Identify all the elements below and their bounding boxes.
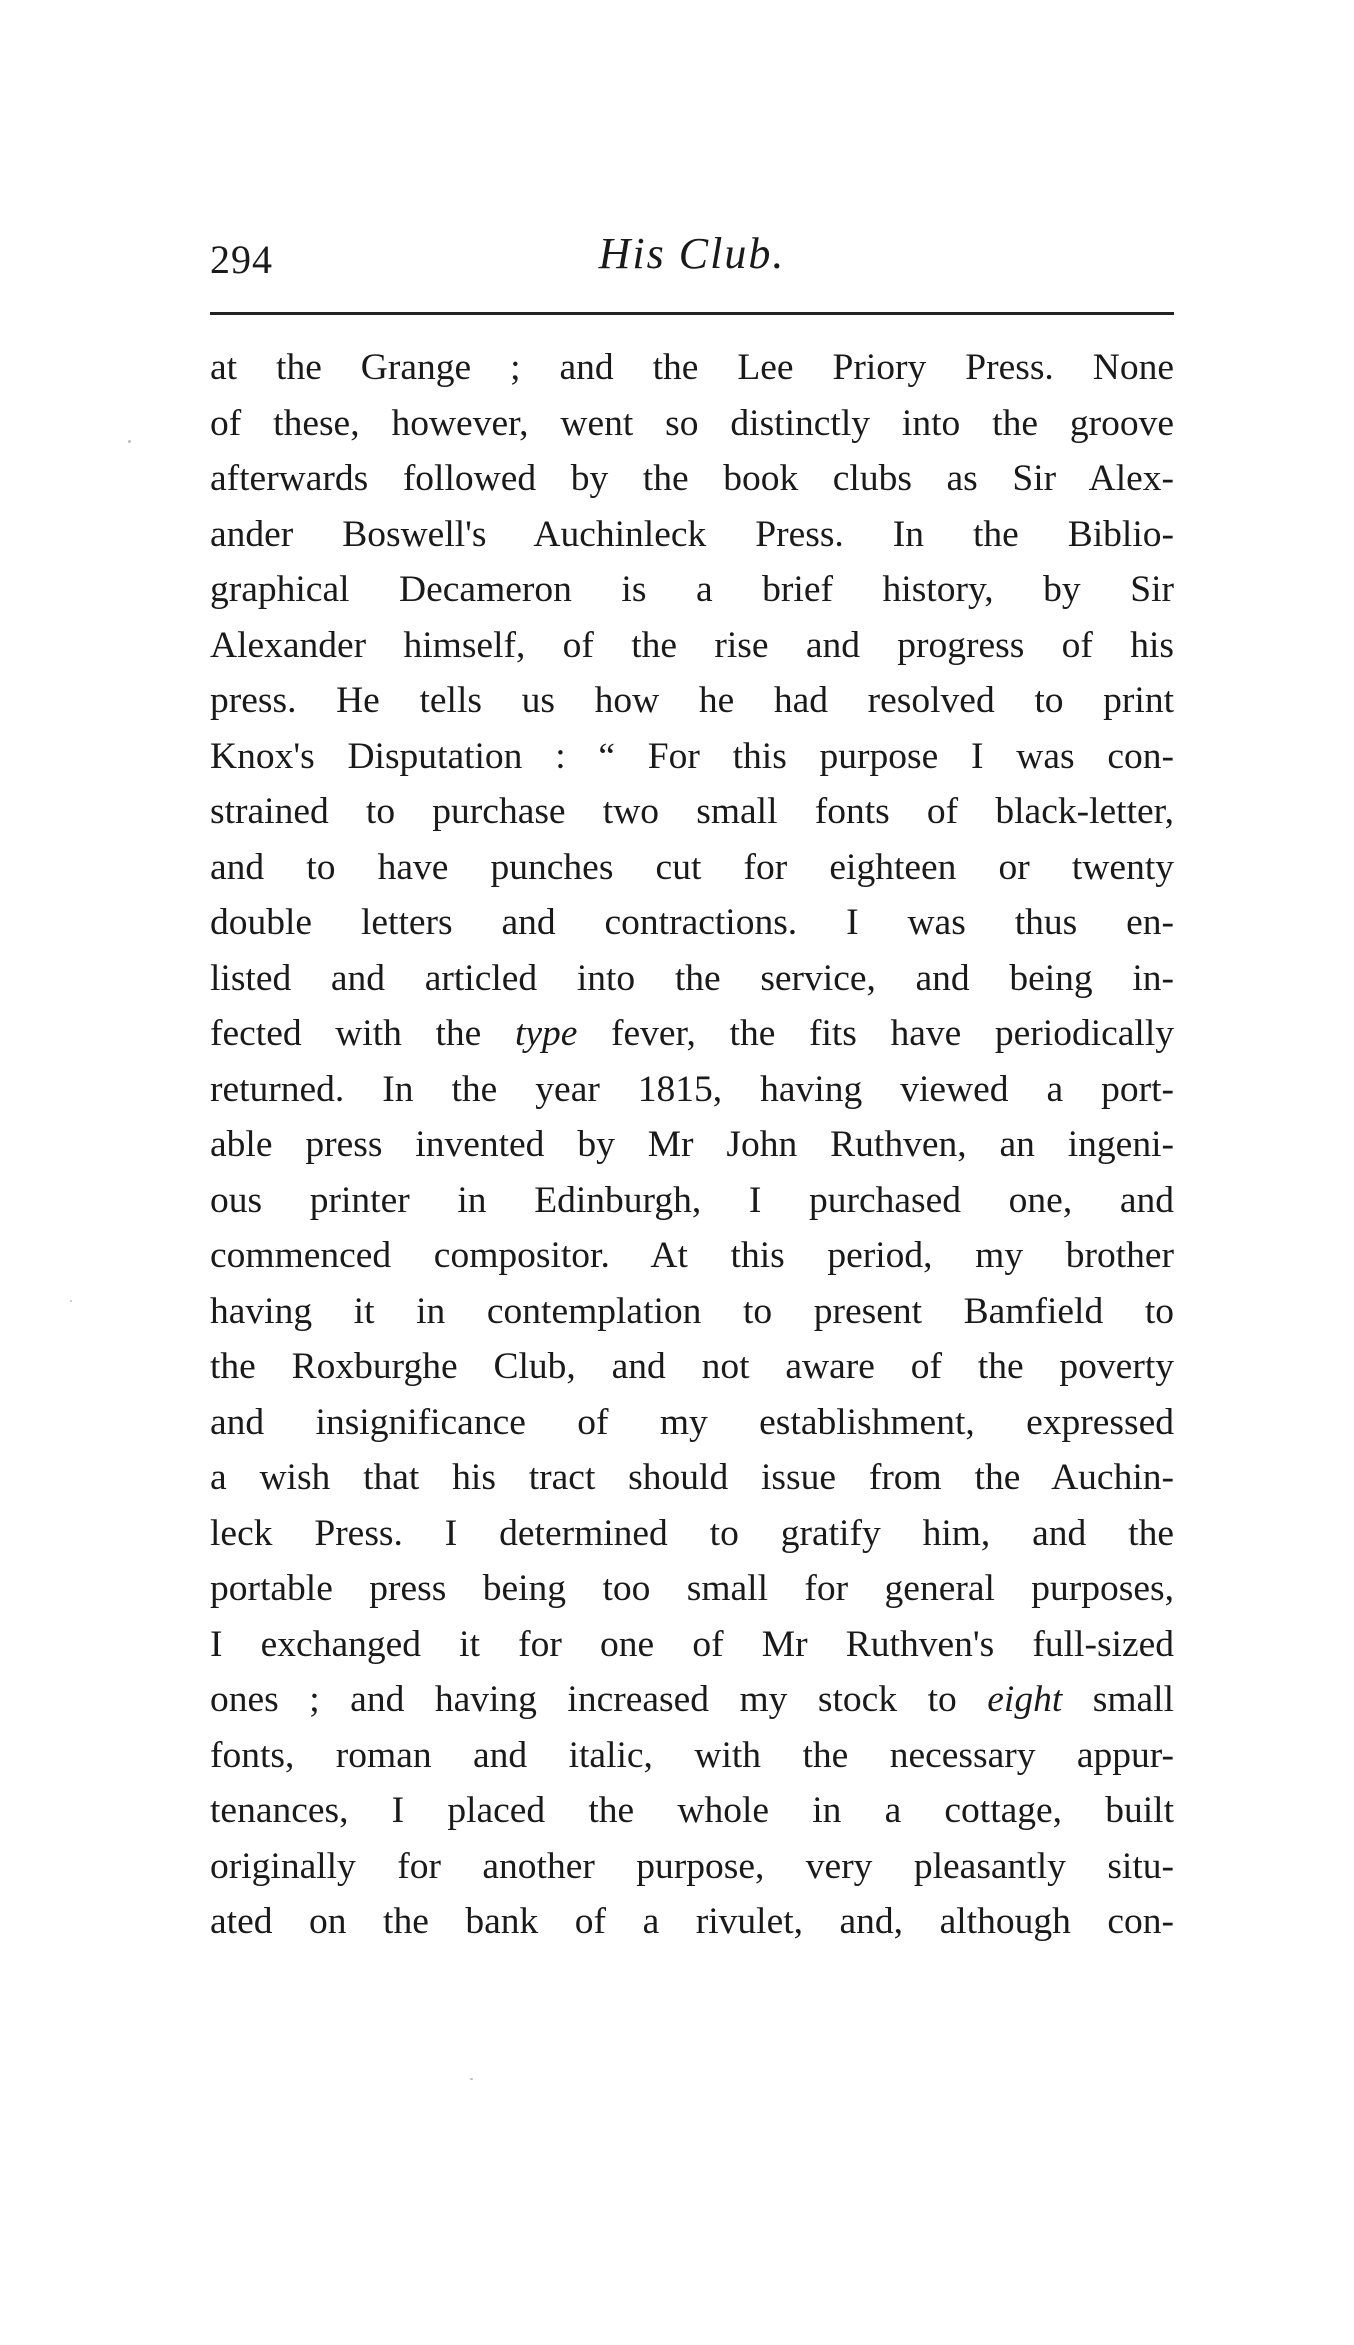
text-line: ander Boswell's Auchinleck Press. In the Biblio- xyxy=(210,513,1174,555)
text-line: commenced compositor. At this period, my brother xyxy=(210,1235,1174,1276)
text-segment: small xyxy=(1062,1679,1174,1720)
text-line: ated on the bank of a rivulet, and, although con- xyxy=(210,1901,1174,1942)
running-head: His Club. xyxy=(598,229,786,278)
paper-speck xyxy=(470,2078,473,2080)
paper-speck xyxy=(70,1300,72,1302)
text-line: the Roxburghe Club, and not aware of the poverty xyxy=(210,1346,1174,1387)
text-line: originally for another purpose, very pleasantly situ- xyxy=(210,1845,1174,1887)
paper-speck xyxy=(128,440,131,443)
italic-word: eight xyxy=(987,1679,1063,1720)
text-line: afterwards followed by the book clubs as Sir Alex- xyxy=(210,458,1174,499)
page-number: 294 xyxy=(210,237,273,282)
text-line: leck Press. I determined to gratify him, and the xyxy=(210,1512,1174,1554)
text-line: returned. In the year 1815, having viewed a port- xyxy=(210,1068,1174,1110)
text-segment: ones ; and having increased my stock to xyxy=(210,1679,988,1720)
text-line: and to have punches cut for eighteen or twenty xyxy=(210,846,1174,888)
text-line: having it in contemplation to present Bamfield to xyxy=(210,1290,1174,1332)
text-line xyxy=(210,1672,1174,1728)
body-text xyxy=(210,340,1174,1950)
text-line: ous printer in Edinburgh, I purchased one, and xyxy=(210,1179,1174,1221)
text-line: Alexander himself, of the rise and progress of his xyxy=(210,624,1174,666)
text-line: listed and articled into the service, and being in- xyxy=(210,957,1174,999)
text-line: Knox's Disputation : “ For this purpose I was con- xyxy=(210,735,1174,777)
text-line: graphical Decameron is a brief history, by Sir xyxy=(210,569,1174,610)
text-segment: fected with the xyxy=(210,1013,515,1054)
text-line: fonts, roman and italic, with the necessary appur- xyxy=(210,1734,1174,1776)
text-line: tenances, I placed the whole in a cottage, built xyxy=(210,1790,1174,1831)
text-line: of these, however, went so distinctly into the groove xyxy=(210,402,1174,444)
text-segment: fever, the fits have periodically xyxy=(577,1013,1174,1054)
page-header xyxy=(210,228,1174,298)
text-line xyxy=(210,1006,1174,1062)
text-line: and insignificance of my establishment, expressed xyxy=(210,1401,1174,1443)
text-line: press. He tells us how he had resolved to print xyxy=(210,680,1174,721)
text-line: a wish that his tract should issue from the Auchin- xyxy=(210,1457,1174,1498)
italic-word: type xyxy=(514,1013,578,1054)
text-line: at the Grange ; and the Lee Priory Press. None xyxy=(210,347,1174,388)
header-rule xyxy=(210,312,1174,315)
text-line: I exchanged it for one of Mr Ruthven's full-sized xyxy=(210,1623,1174,1665)
text-line: strained to purchase two small fonts of black-letter, xyxy=(210,791,1174,832)
text-line: able press invented by Mr John Ruthven, an ingeni- xyxy=(210,1124,1174,1165)
text-line: double letters and contractions. I was thus en- xyxy=(210,902,1174,943)
text-line: portable press being too small for general purposes, xyxy=(210,1568,1174,1609)
